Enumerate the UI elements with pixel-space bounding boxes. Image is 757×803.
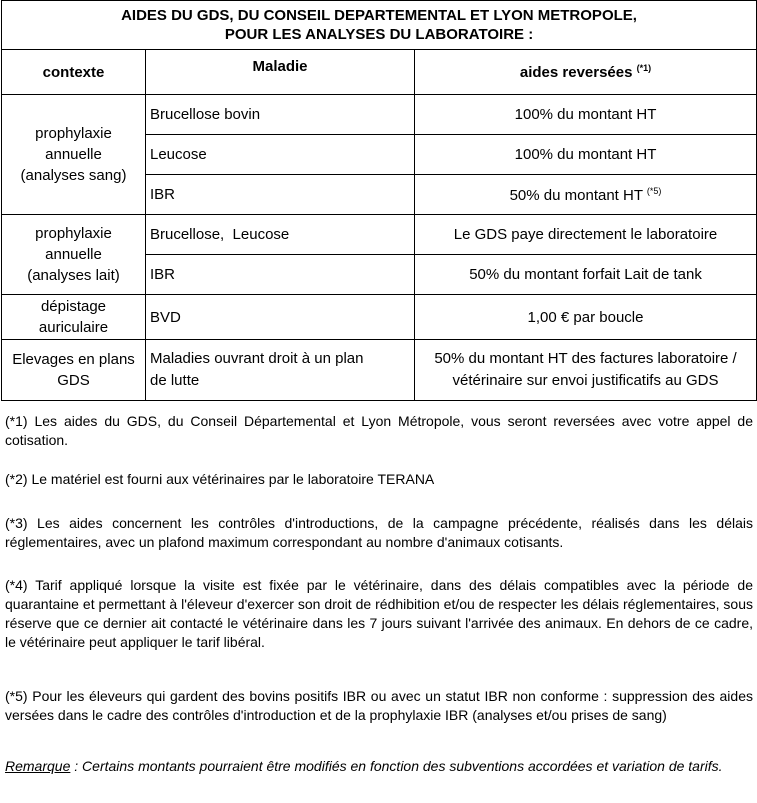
table-row xyxy=(2,95,757,135)
maladie-cell: IBR xyxy=(146,255,415,295)
remarque-label: Remarque xyxy=(5,758,71,774)
header-contexte: contexte xyxy=(2,50,146,95)
context-line: dépistage xyxy=(40,298,107,315)
maladie-line: Maladies ouvrant droit à un plan xyxy=(150,350,364,367)
maladie-cell xyxy=(146,340,415,401)
header-aides-note: (*1) xyxy=(636,63,652,73)
aide-cell xyxy=(415,175,757,215)
maladie-cell: Brucellose bovin xyxy=(146,95,415,135)
context-line: Elevages en plans xyxy=(12,351,135,368)
aide-cell: 1,00 € par boucle xyxy=(415,295,757,340)
aide-cell: 100% du montant HT xyxy=(415,135,757,175)
footnote-3: (*3) Les aides concernent les contrôles d'introductions, de la campagne précédente, réalisés dans les délais réglementaires, avec un plafond maximum correspondant au nombre d'animaux cotisants. xyxy=(5,515,753,550)
table-row xyxy=(2,295,757,340)
context-line: annuelle xyxy=(45,246,102,263)
context-line: (analyses sang) xyxy=(20,167,127,184)
footnote-2: (*2) Le matériel est fourni aux vétérinaires par le laboratoire TERANA xyxy=(5,471,435,487)
remarque-text: : Certains montants pourraient être modifiés en fonction des subventions accordées et variation de tarifs. xyxy=(70,758,723,774)
title-line-1: AIDES DU GDS, DU CONSEIL DEPARTEMENTAL ET LYON METROPOLE, xyxy=(121,7,637,24)
aide-line: vétérinaire sur envoi justificatifs au GDS xyxy=(452,372,719,389)
context-line: auriculaire xyxy=(38,319,109,336)
aide-line: 50% du montant HT des factures laboratoire / xyxy=(434,350,737,367)
aides-table xyxy=(1,0,757,401)
context-cell xyxy=(2,340,146,401)
table-title xyxy=(2,1,757,50)
context-line: prophylaxie xyxy=(35,225,112,242)
maladie-cell: BVD xyxy=(146,295,415,340)
maladie-cell: IBR xyxy=(146,175,415,215)
header-aides-label: aides reversées xyxy=(519,64,633,81)
maladie-cell: Brucellose, Leucose xyxy=(146,215,415,255)
context-line: prophylaxie xyxy=(35,125,112,142)
context-cell xyxy=(2,95,146,215)
footnote-4: (*4) Tarif appliqué lorsque la visite est fixée par le vétérinaire, dans des délais compatibles avec la période de quarantaine et permettant à l'éleveur d'exercer son droit de rédhibition et/ou de respecter les délais réglementaires, sous réserve que ce dernier ait contacté le vétérinaire dans les 7 jours suivant l'arrivée des animaux. En dehors de ce cadre, le vétérinaire peut appliquer le tarif libéral. xyxy=(5,577,753,650)
footnote-1: (*1) Les aides du GDS, du Conseil Départemental et Lyon Métropole, vous seront reversées avec votre appel de cotisation. xyxy=(5,413,753,448)
aide-cell: 100% du montant HT xyxy=(415,95,757,135)
aide-cell: 50% du montant forfait Lait de tank xyxy=(415,255,757,295)
aide-note: (*5) xyxy=(646,185,662,196)
context-line: annuelle xyxy=(45,146,102,163)
header-row xyxy=(2,50,757,95)
aide-cell: Le GDS paye directement le laboratoire xyxy=(415,215,757,255)
table-row xyxy=(2,340,757,401)
aide-text: 50% du montant HT xyxy=(509,186,643,204)
context-line: GDS xyxy=(57,372,90,389)
remarque xyxy=(5,757,753,776)
maladie-cell: Leucose xyxy=(146,135,415,175)
context-line: (analyses lait) xyxy=(27,267,120,284)
title-line-2: POUR LES ANALYSES DU LABORATOIRE : xyxy=(224,26,534,43)
context-cell xyxy=(2,295,146,340)
aide-cell xyxy=(415,340,757,401)
header-aides xyxy=(415,50,757,95)
table-row xyxy=(2,215,757,255)
header-maladie: Maladie xyxy=(146,50,415,95)
context-cell xyxy=(2,215,146,295)
footnote-5: (*5) Pour les éleveurs qui gardent des bovins positifs IBR ou avec un statut IBR non conforme : suppression des aides versées dans le cadre des contrôles d'introduction et de la prophylaxie IBR (analyses et/ou prises de sang) xyxy=(5,688,753,723)
maladie-line: de lutte xyxy=(150,372,200,389)
